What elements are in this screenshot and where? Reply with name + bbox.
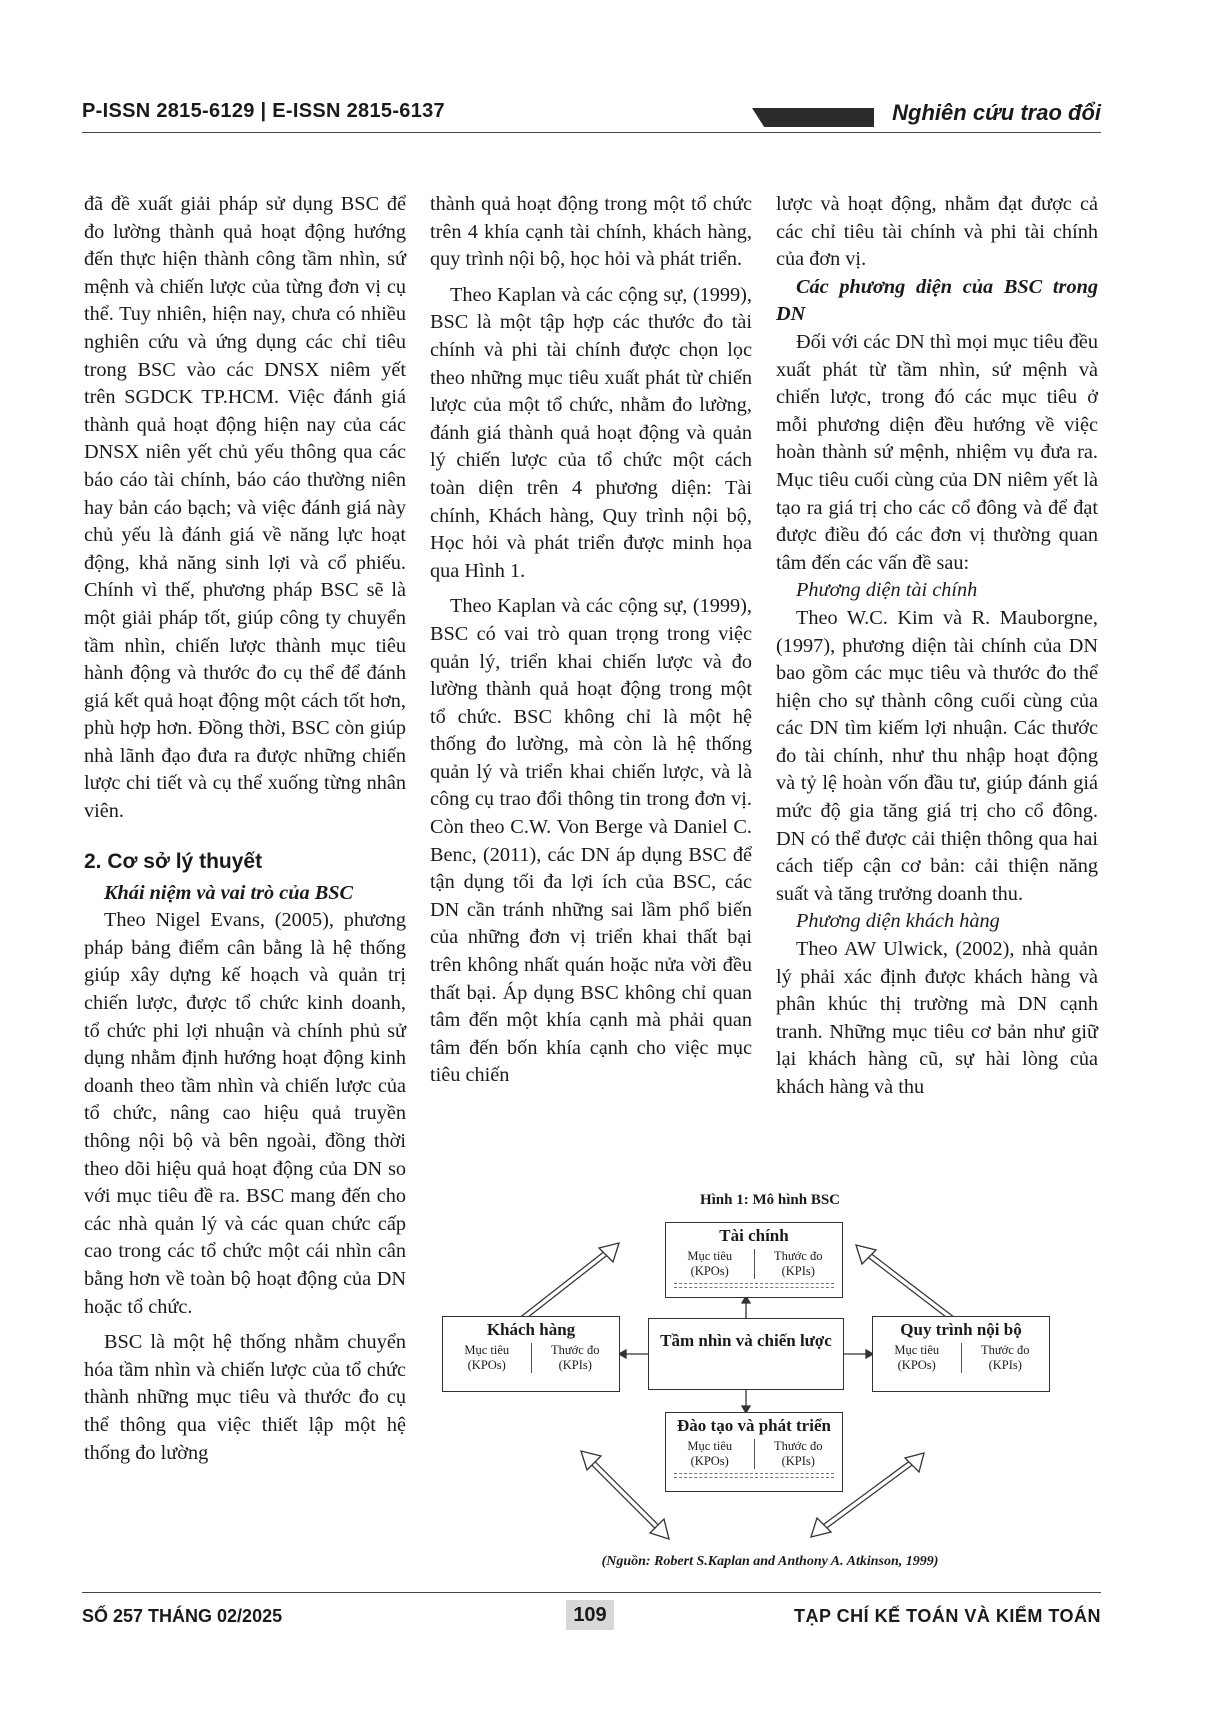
box-label: Mục tiêu	[894, 1343, 940, 1357]
subheading: Các phương diện của BSC trong DN	[776, 275, 1098, 326]
paragraph: thành quả hoạt động trong một tổ chức trên 4 khía cạnh tài chính, khách hàng, quy trình nội bộ, học hỏi và phát triển.	[430, 193, 752, 271]
header-divider	[82, 132, 1101, 133]
paragraph: Đối với các DN thì mọi mục tiêu đều xuất phát từ tầm nhìn, sứ mệnh và chiến lược, trong đó các mục tiêu ở mỗi phương diện đều hướng về việc hoàn thành sứ mệnh, nhiệm vụ đưa ra. Mục tiêu cuối cùng của DN niêm yết là tạo ra giá trị cho các cổ đông và để đạt được điều đó các đơn vị thường quan tâm đến các vấn đề sau:	[776, 330, 1098, 574]
box-finance	[665, 1222, 843, 1298]
box-label: Mục tiêu	[687, 1439, 733, 1453]
page-number: 109	[566, 1600, 614, 1630]
paragraph: Theo Kaplan và các cộng sự, (1999), BSC có vai trò quan trọng trong việc quản lý, triển khai chiến lược và đo lường thành quả hoạt động trong một tổ chức. BSC không chỉ là một hệ thống đo lường, mà còn là hệ thống quản lý và triển khai chiến lược, và là công cụ trao đổi thông tin trong đơn vị. Còn theo C.W. Von Berge và Daniel C. Benc, (2011), các DN áp dụng BSC để tận dụng tối đa lợi ích của BSC, các DN cần tránh những sai lầm phổ biến của những đơn vị triển khai thất bại trên không nhất quán hoặc nửa vời đều thất bại. Áp dụng BSC không chỉ quan tâm đến một khía cạnh mà phải quan tâm đến bốn khía cạnh cho việc mục tiêu chiến	[430, 595, 752, 1087]
column-1	[84, 191, 406, 1467]
box-label: (KPIs)	[781, 1264, 815, 1278]
box-label: Thước đo	[774, 1249, 823, 1263]
paragraph: Theo W.C. Kim và R. Mauborgne, (1997), phương diện tài chính của DN bao gồm các mục tiêu và thước đo thể hiện cho sự thành công cuối cùng của các DN tìm kiếm lợi nhuận. Các thước đo tài chính, như thu nhập hoạt động và tỷ lệ hoàn vốn đầu tư, giúp đánh giá mức độ gia tăng giá trị cho cổ đông. DN có thể được cải thiện thông qua hai cách tiếp cận cơ bản: cải thiện năng suất và tăng trưởng doanh thu.	[776, 606, 1098, 905]
box-label: Thước đo	[981, 1343, 1030, 1357]
box-internal-process	[872, 1316, 1050, 1392]
footer-divider	[82, 1592, 1101, 1593]
column-3	[776, 191, 1098, 1102]
paragraph: đã đề xuất giải pháp sử dụng BSC để đo lường thành quả hoạt động hướng đến thực hiện thành công tầm nhìn, sứ mệnh và chiến lược của từng đơn vị cụ thể. Tuy nhiên, hiện nay, chưa có nhiều nghiên cứu và ứng dụng các chỉ tiêu trong BSC vào các DNSX niêm yết trên SGDCK TP.HCM. Việc đánh giá thành quả hoạt động hiện nay của các DNSX niên yết chủ yếu thông qua các báo cáo tài chính, báo cáo thường niên hay bản cáo bạch; và việc đánh giá này chủ yếu là đánh giá về năng lực hoạt động, khả năng sinh lợi và cổ phiếu. Chính vì thế, phương pháp BSC sẽ là một giải pháp tốt, giúp công ty chuyển tầm nhìn, chiến lược thành mục tiêu hành động và thước đo cụ thể để đánh giá kết quả hoạt động một cách tốt hơn, phù hợp hơn. Đồng thời, BSC còn giúp nhà lãnh đạo đưa ra được những chiến lược chi tiết và cụ thể xuống từng nhân viên.	[84, 193, 406, 823]
paragraph: lược và hoạt động, nhằm đạt được cả các chỉ tiêu tài chính và phi tài chính của đơn vị.	[776, 193, 1098, 271]
bsc-figure	[440, 1192, 1100, 1582]
box-label: Thước đo	[774, 1439, 823, 1453]
box-label: Thước đo	[551, 1343, 600, 1357]
box-title: Đào tạo và phát triển	[677, 1416, 831, 1435]
paragraph: Theo AW Ulwick, (2002), nhà quản lý phải xác định được khách hàng và phân khúc thị trường mà DN cạnh tranh. Những mục tiêu cơ bản như giữ lại khách hàng cũ, sự hài lòng của khách hàng và thu	[776, 938, 1098, 1098]
box-label: (KPIs)	[558, 1358, 592, 1372]
figure-source: (Nguồn: Robert S.Kaplan and Anthony A. Atkinson, 1999)	[601, 1554, 939, 1569]
box-label: (KPOs)	[467, 1358, 506, 1372]
figure-title: Hình 1: Mô hình BSC	[699, 1192, 841, 1208]
subheading: Phương diện khách hàng	[796, 910, 1000, 933]
issue-label: SỐ 257 THÁNG 02/2025	[82, 1606, 283, 1626]
box-vision-strategy	[648, 1318, 844, 1390]
box-title: Khách hàng	[486, 1320, 576, 1339]
center-label: Tầm nhìn và chiến lược	[660, 1331, 832, 1350]
box-title: Quy trình nội bộ	[900, 1320, 1022, 1339]
header-bar-decoration	[752, 108, 874, 127]
box-label: (KPOs)	[690, 1454, 729, 1468]
box-title: Tài chính	[719, 1226, 789, 1245]
box-customer	[442, 1316, 620, 1392]
subheading: Phương diện tài chính	[796, 579, 978, 602]
paragraph: Theo Kaplan và các cộng sự, (1999), BSC là một tập hợp các thước đo tài chính và phi tài chính được chọn lọc theo những mục tiêu xuất phát từ chiến lược của một tổ chức, nhằm đo lường, đánh giá thành quả hoạt động và quản lý chiến lược của tổ chức một cách toàn diện trên 4 phương diện: Tài chính, Khách hàng, Quy trình nội bộ, Học hỏi và phát triển được minh họa qua Hình 1.	[430, 283, 752, 582]
box-learning-growth	[665, 1412, 843, 1492]
section-title: Nghiên cứu trao đổi	[892, 100, 1101, 125]
paragraph: BSC là một hệ thống nhằm chuyển hóa tầm nhìn và chiến lược của tổ chức thành những mục tiêu và thước đo cụ thể thông qua việc thiết lập một hệ thống đo lường	[84, 1331, 406, 1464]
box-label: (KPIs)	[988, 1358, 1022, 1372]
journal-name: TẠP CHÍ KẾ TOÁN VÀ KIỂM TOÁN	[793, 1606, 1101, 1626]
box-label: (KPIs)	[781, 1454, 815, 1468]
box-label: Mục tiêu	[687, 1249, 733, 1263]
box-label: (KPOs)	[690, 1264, 729, 1278]
box-label: (KPOs)	[897, 1358, 936, 1372]
column-2	[430, 191, 752, 1090]
paragraph: Theo Nigel Evans, (2005), phương pháp bảng điểm cân bằng là hệ thống giúp xây dựng kế hoạch và quản trị chiến lược, được tổ chức kinh doanh, tổ chức phi lợi nhuận và chính phủ sử dụng nhằm định hướng hoạt động kinh doanh theo tầm nhìn và chiến lược của tổ chức, nâng cao hiệu quả truyền thông nội bộ và bên ngoài, đồng thời theo dõi hiệu quả hoạt động của DN so với mục tiêu đề ra. BSC mang đến cho các nhà quản lý và các quan chức cấp cao trong các tổ chức một cái nhìn cân bằng hơn về toàn bộ hoạt động của DN hoặc tổ chức.	[84, 909, 406, 1318]
issn-header: P-ISSN 2815-6129 | E-ISSN 2815-6137	[82, 100, 445, 122]
box-label: Mục tiêu	[464, 1343, 510, 1357]
section-heading: 2. Cơ sở lý thuyết	[84, 849, 263, 873]
subheading: Khái niệm và vai trò của BSC	[104, 881, 354, 904]
